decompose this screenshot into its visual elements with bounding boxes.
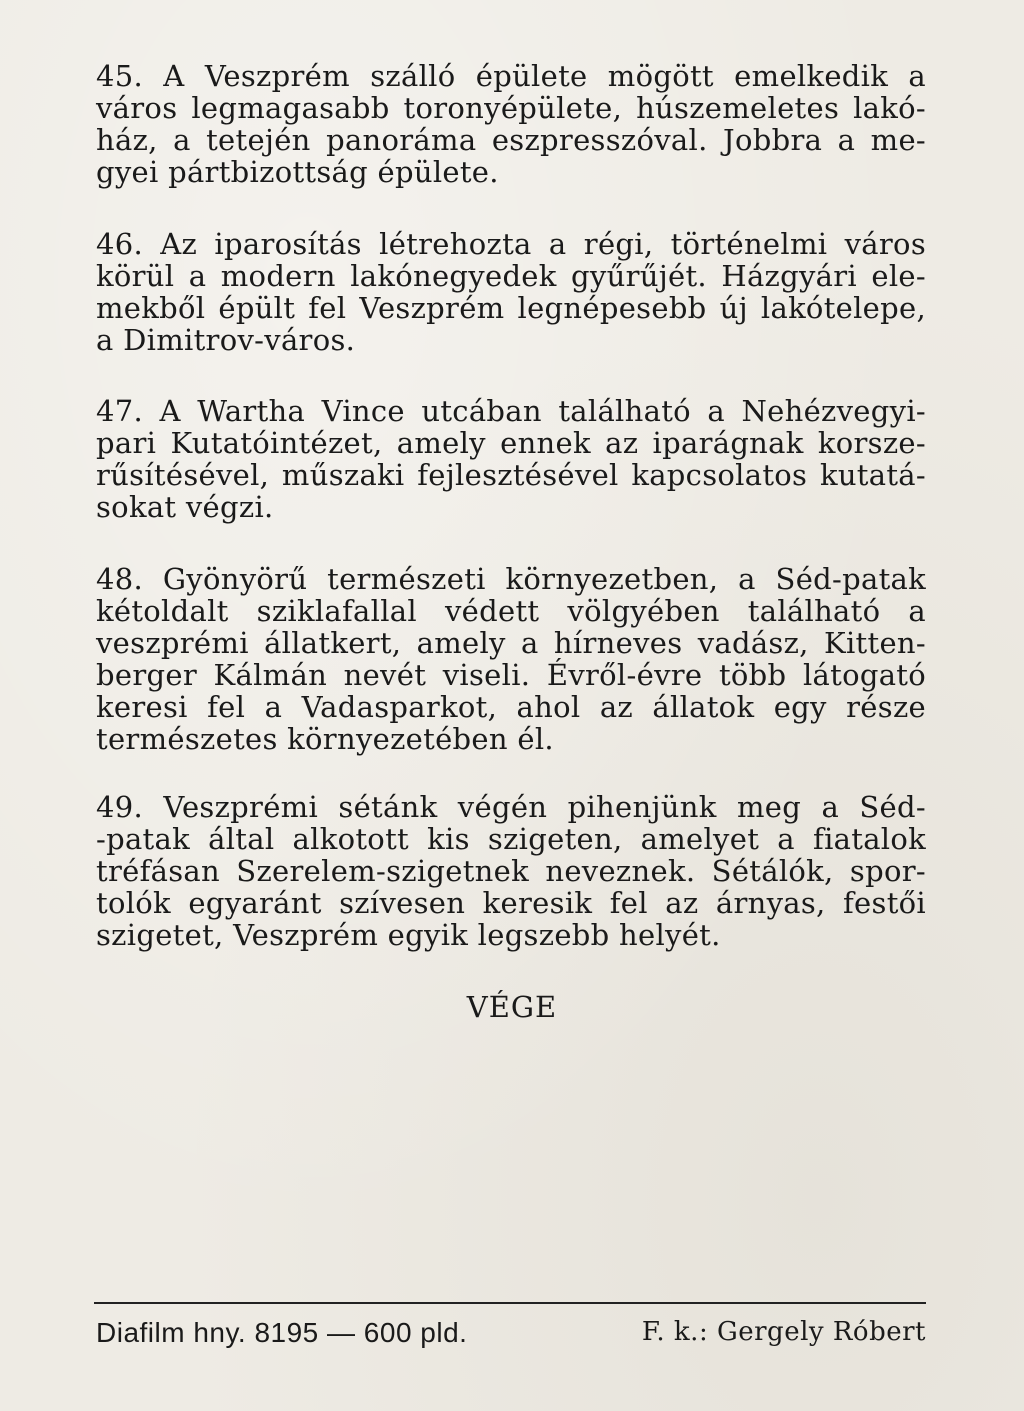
text-line: keresi fel a Vadasparkot, ahol az állatok egy része bbox=[96, 690, 926, 724]
caption-paragraph-45 bbox=[96, 60, 926, 188]
text-line: kétoldalt sziklafallal védett völgyében található a bbox=[96, 594, 926, 628]
caption-paragraph-49 bbox=[96, 791, 926, 951]
text-line: -patak által alkotott kis szigeten, amelyet a fiatalok bbox=[96, 822, 926, 856]
text-line: tréfásan Szerelem-szigetnek neveznek. Sétálók, spor- bbox=[96, 854, 926, 888]
end-mark: VÉGE bbox=[466, 990, 558, 1024]
text-line: 46. Az iparosítás létrehozta a régi, történelmi város bbox=[96, 227, 926, 261]
colophon-production-info: Diafilm hny. 8195 — 600 pld. bbox=[96, 1317, 468, 1348]
end-mark-container bbox=[0, 990, 1024, 1024]
text-line: sokat végzi. bbox=[96, 490, 274, 524]
text-line: körül a modern lakónegyedek gyűrűjét. Házgyári ele- bbox=[96, 259, 926, 293]
text-line: pari Kutatóintézet, amely ennek az iparágnak korsze- bbox=[96, 426, 926, 460]
colophon-editor-credit: F. k.: Gergely Róbert bbox=[641, 1317, 926, 1347]
text-line: berger Kálmán nevét viseli. Évről-évre több látogató bbox=[96, 658, 926, 692]
caption-paragraph-46 bbox=[96, 228, 926, 356]
text-line: természetes környezetében él. bbox=[96, 722, 554, 756]
colophon bbox=[96, 1317, 926, 1357]
text-line: szigetet, Veszprém egyik legszebb helyét. bbox=[96, 918, 721, 952]
text-line: a Dimitrov-város. bbox=[96, 323, 356, 357]
text-line: város legmagasabb toronyépülete, húszemeletes lakó- bbox=[96, 91, 926, 125]
text-line: mekből épült fel Veszprém legnépesebb új lakótelepe, bbox=[96, 291, 926, 325]
footer-divider bbox=[94, 1302, 926, 1304]
text-line: rűsítésével, műszaki fejlesztésével kapcsolatos kutatá- bbox=[96, 458, 926, 492]
text-line: veszprémi állatkert, amely a hírneves vadász, Kitten- bbox=[96, 626, 926, 660]
text-line: 45. A Veszprém szálló épülete mögött emelkedik a bbox=[96, 59, 926, 93]
text-line: 48. Gyönyörű természeti környezetben, a Séd-patak bbox=[96, 562, 926, 596]
text-line: ház, a tetején panoráma eszpresszóval. Jobbra a me- bbox=[96, 123, 926, 157]
text-line: 47. A Wartha Vince utcában található a Nehézvegyi- bbox=[96, 394, 926, 428]
text-line: gyei pártbizottság épülete. bbox=[96, 155, 499, 189]
caption-paragraph-48 bbox=[96, 563, 926, 755]
text-line: tolók egyaránt szívesen keresik fel az árnyas, festői bbox=[96, 886, 926, 920]
text-line: 49. Veszprémi sétánk végén pihenjünk meg a Séd- bbox=[96, 790, 926, 824]
caption-paragraph-47 bbox=[96, 395, 926, 523]
